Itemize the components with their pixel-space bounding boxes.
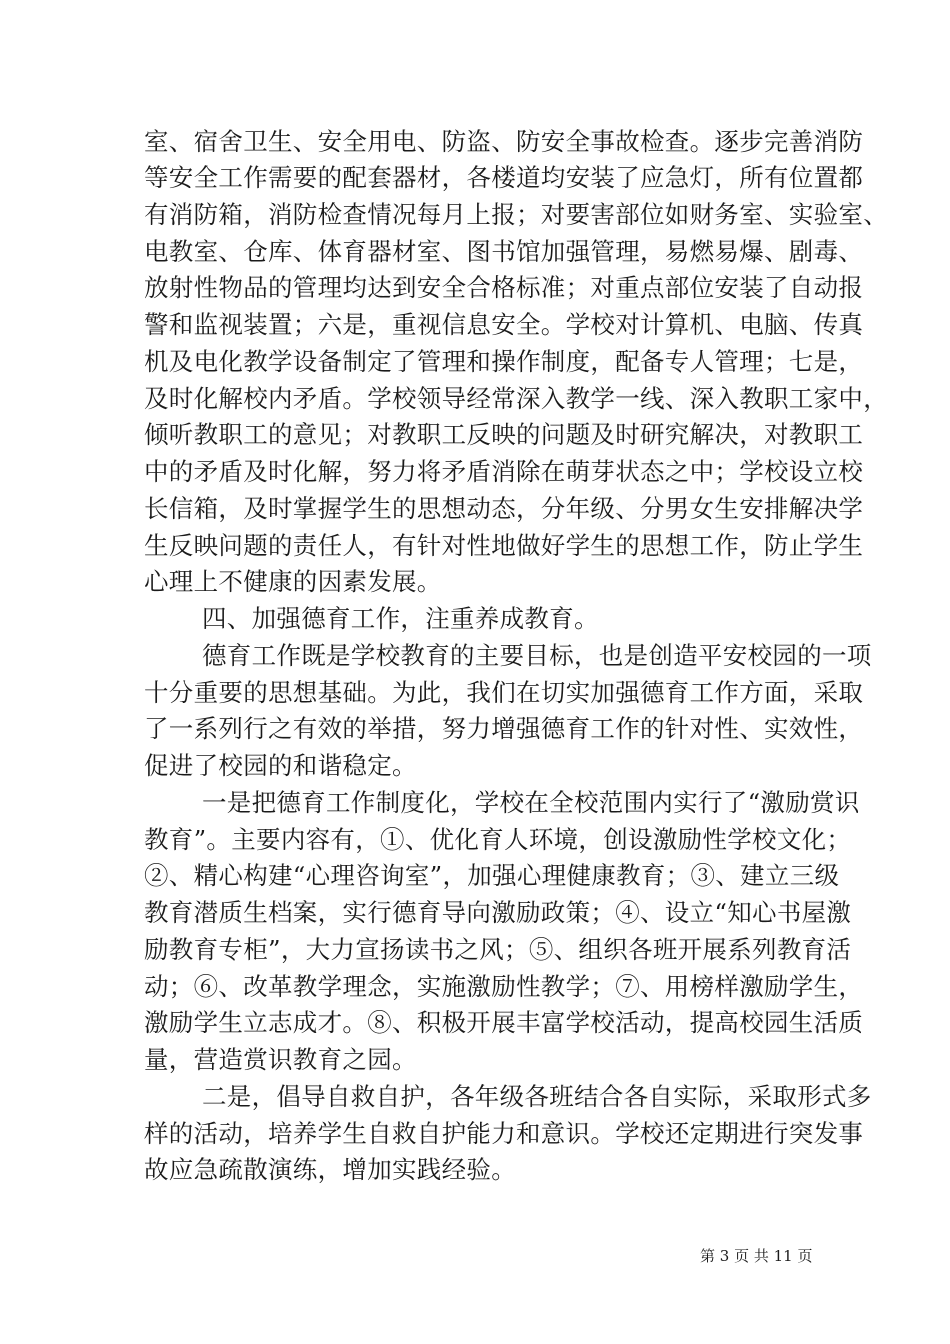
text-line: 心理上不健康的因素发展。 — [144, 567, 442, 596]
text-line: 室、宿舍卫生、安全用电、防盗、防安全事故检查。逐步完善消防 — [144, 127, 864, 156]
text-line: 德育工作既是学校教育的主要目标，也是创造平安校园的一项 — [202, 641, 872, 670]
text-line: 长信箱，及时掌握学生的思想动态，分年级、分男女生安排解决学 — [144, 494, 864, 523]
page-number: 第 3 页 共 11 页 — [700, 1247, 813, 1265]
text-line: 励教育专柜”，大力宣扬读书之风；⑤、组织各班开展系列教育活 — [144, 935, 852, 964]
text-line: 倾听教职工的意见；对教职工反映的问题及时研究解决，对教职工 — [144, 420, 864, 449]
text-line: 中的矛盾及时化解，努力将矛盾消除在萌芽状态之中；学校设立校 — [144, 457, 864, 486]
text-line: 放射性物品的管理均达到安全合格标准；对重点部位安装了自动报 — [144, 273, 864, 302]
text-line: 促进了校园的和谐稳定。 — [144, 751, 417, 780]
text-line: ②、精心构建“心理咨询室”，加强心理健康教育；③、建立三级 — [144, 861, 840, 890]
text-line: 有消防箱，消防检查情况每月上报；对要害部位如财务室、实验室、 — [144, 200, 888, 229]
text-line: 故应急疏散演练，增加实践经验。 — [144, 1155, 516, 1184]
text-line: 教育”。主要内容有，①、优化育人环境，创设激励性学校文化； — [144, 825, 852, 854]
text-line: 一是把德育工作制度化，学校在全校范围内实行了“激励赏识 — [202, 788, 860, 817]
text-line: 了一系列行之有效的举措，努力增强德育工作的针对性、实效性， — [144, 714, 864, 743]
text-line: 及时化解校内矛盾。学校领导经常深入教学一线、深入教职工家中， — [144, 384, 888, 413]
text-line: 警和监视装置；六是，重视信息安全。学校对计算机、电脑、传真 — [144, 310, 864, 339]
text-line: 量，营造赏识教育之园。 — [144, 1045, 417, 1074]
text-line: 机及电化教学设备制定了管理和操作制度，配备专人管理；七是， — [144, 347, 864, 376]
text-line: 生反映问题的责任人，有针对性地做好学生的思想工作，防止学生 — [144, 531, 864, 560]
text-line: 教育潜质生档案，实行德育导向激励政策；④、设立“知心书屋激 — [144, 898, 852, 927]
text-line: 样的活动，培养学生自救自护能力和意识。学校还定期进行突发事 — [144, 1119, 864, 1148]
text-line: 等安全工作需要的配套器材，各楼道均安装了应急灯，所有位置都 — [144, 163, 864, 192]
text-line: 动；⑥、改革教学理念，实施激励性教学；⑦、用榜样激励学生， — [144, 972, 864, 1001]
text-line: 电教室、仓库、体育器材室、图书馆加强管理，易燃易爆、剧毒、 — [144, 237, 864, 266]
text-line: 激励学生立志成才。⑧、积极开展丰富学校活动，提高校园生活质 — [144, 1008, 864, 1037]
text-line: 二是，倡导自救自护，各年级各班结合各自实际，采取形式多 — [202, 1082, 872, 1111]
section-heading: 四、加强德育工作，注重养成教育。 — [202, 604, 599, 633]
text-line: 十分重要的思想基础。为此，我们在切实加强德育工作方面，采取 — [144, 678, 864, 707]
